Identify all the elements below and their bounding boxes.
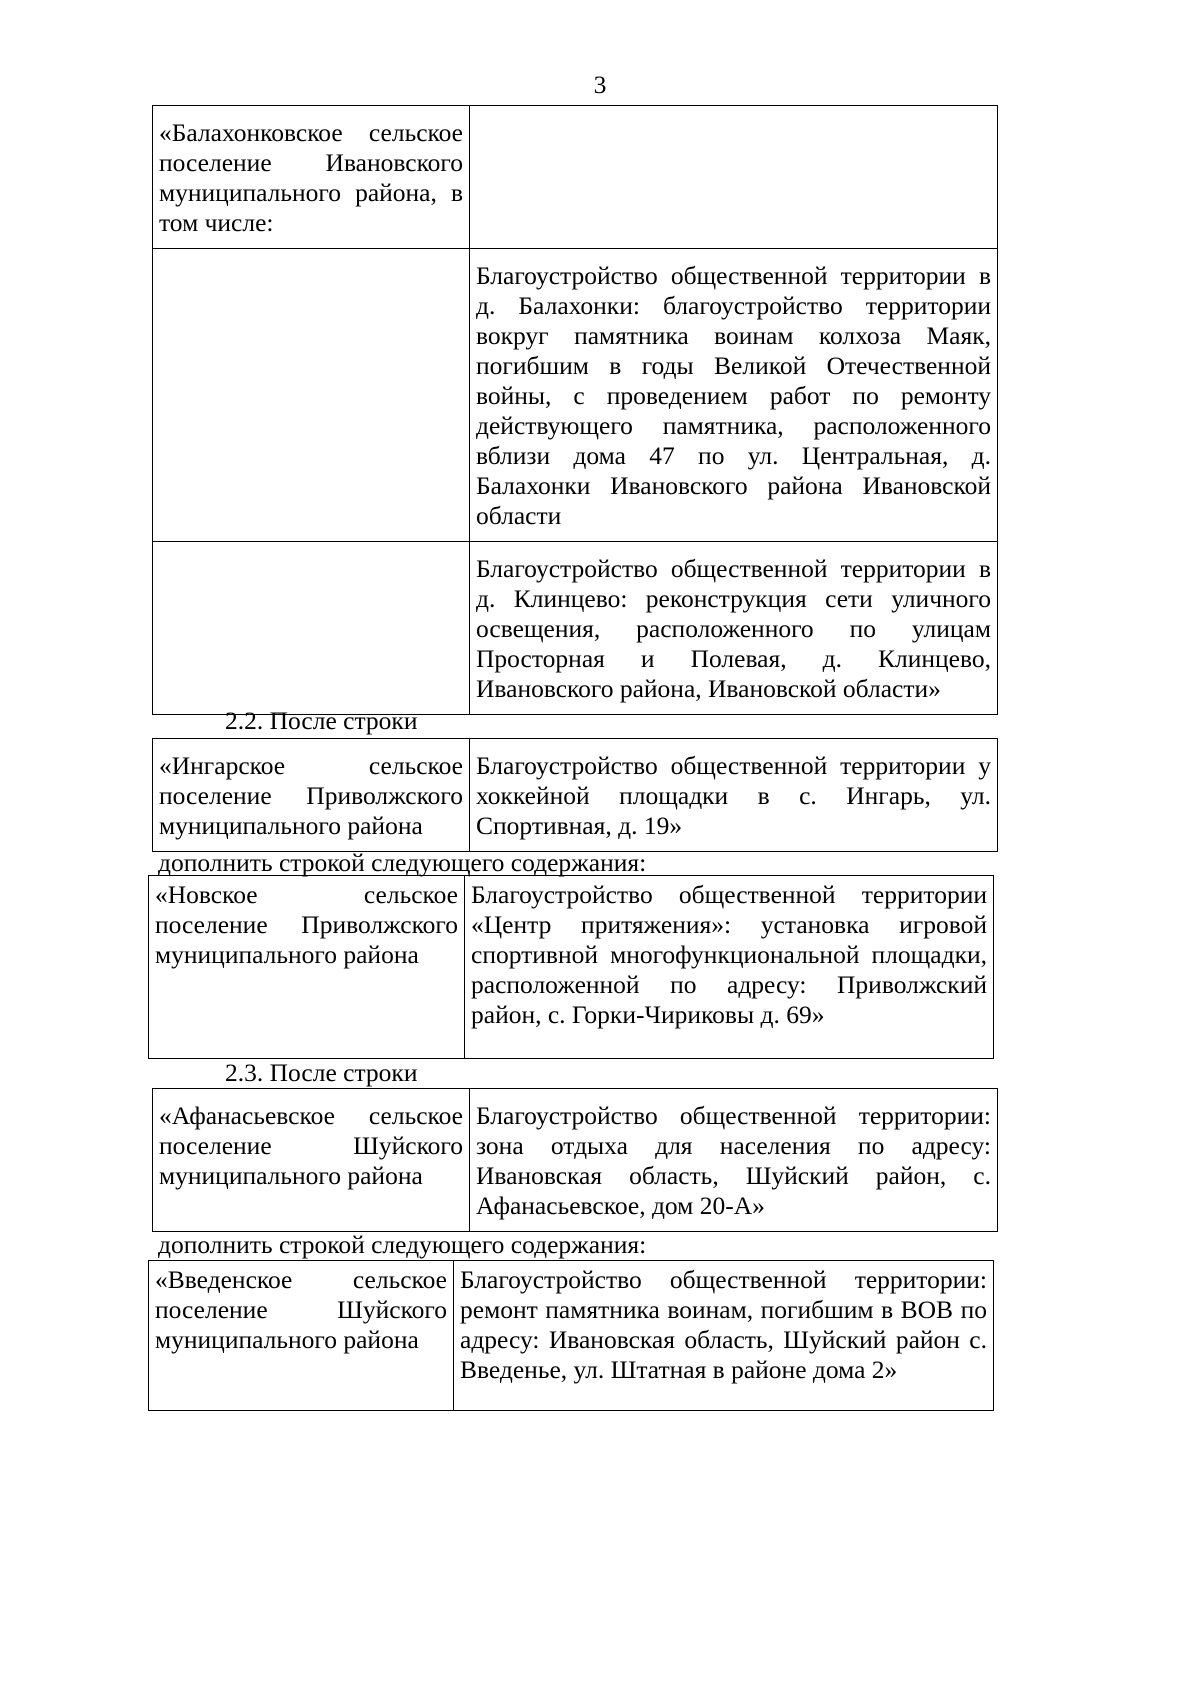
- settlement-cell: «Введенское сельское поселение Шуйского муниципального района: [149, 1261, 454, 1411]
- settlement-cell: «Новское сельское поселение Приволжского муниципального района: [149, 876, 465, 1059]
- project-cell: Благоустройство общественной территории в д. Балахонки: благоустройство территории вокруг памятника воинам колхоза Маяк, погибшим в годы Великой Отечественной войны, с проведением работ по ремонту действующего памятника, расположенного вблизи дома 47 по ул. Центральная, д. Балахонки Ивановского района Ивановской области: [470, 249, 998, 542]
- table-ingarskoe: [152, 738, 998, 852]
- supplement-line: дополнить строкой следующего содержания:: [158, 848, 647, 877]
- table-vvedenskoe: [148, 1260, 994, 1411]
- table-row: [149, 1261, 994, 1411]
- project-cell: Благоустройство общественной территории «Центр притяжения»: установка игровой спортивной многофункциональной площадки, расположенной по адресу: Приволжский район, с. Горки-Чириковы д. 69»: [465, 876, 994, 1059]
- table-novskoe: [148, 875, 994, 1059]
- project-cell: Благоустройство общественной территории: ремонт памятника воинам, погибшим в ВОВ по адресу: Ивановская область, Шуйский район с. Введенье, ул. Штатная в районе дома 2»: [454, 1261, 994, 1411]
- settlement-cell: «Афанасьевское сельское поселение Шуйского муниципального района: [153, 1089, 470, 1232]
- table-row: [153, 1089, 998, 1232]
- table-balakhonkovskoe: [152, 105, 998, 715]
- settlement-cell: [153, 542, 470, 715]
- project-cell: Благоустройство общественной территории: зона отдыха для населения по адресу: Ивановская область, Шуйский район, с. Афанасьевское, дом 20-А»: [470, 1089, 998, 1232]
- table-afanasevskoe: [152, 1088, 998, 1232]
- supplement-line: дополнить строкой следующего содержания:: [158, 1230, 647, 1259]
- table-row: [153, 249, 998, 542]
- settlement-cell: «Ингарское сельское поселение Приволжского муниципального района: [153, 739, 470, 852]
- project-cell: Благоустройство общественной территории у хоккейной площадки в с. Ингарь, ул. Спортивная, д. 19»: [470, 739, 998, 852]
- table-row: [153, 106, 998, 249]
- project-cell: Благоустройство общественной территории в д. Клинцево: реконструкция сети уличного освещения, расположенного по улицам Просторная и Полевая, д. Клинцево, Ивановского района, Ивановской области»: [470, 542, 998, 715]
- settlement-cell: [153, 249, 470, 542]
- project-cell: [470, 106, 998, 249]
- page-number: 3: [593, 70, 607, 99]
- section-2-2-heading: 2.2. После строки: [225, 706, 418, 735]
- section-2-3-heading: 2.3. После строки: [225, 1058, 418, 1087]
- table-row: [153, 739, 998, 852]
- table-row: [153, 542, 998, 715]
- settlement-cell: «Балахонковское сельское поселение Ивановского муниципального района, в том числе:: [153, 106, 470, 249]
- table-row: [149, 876, 994, 1059]
